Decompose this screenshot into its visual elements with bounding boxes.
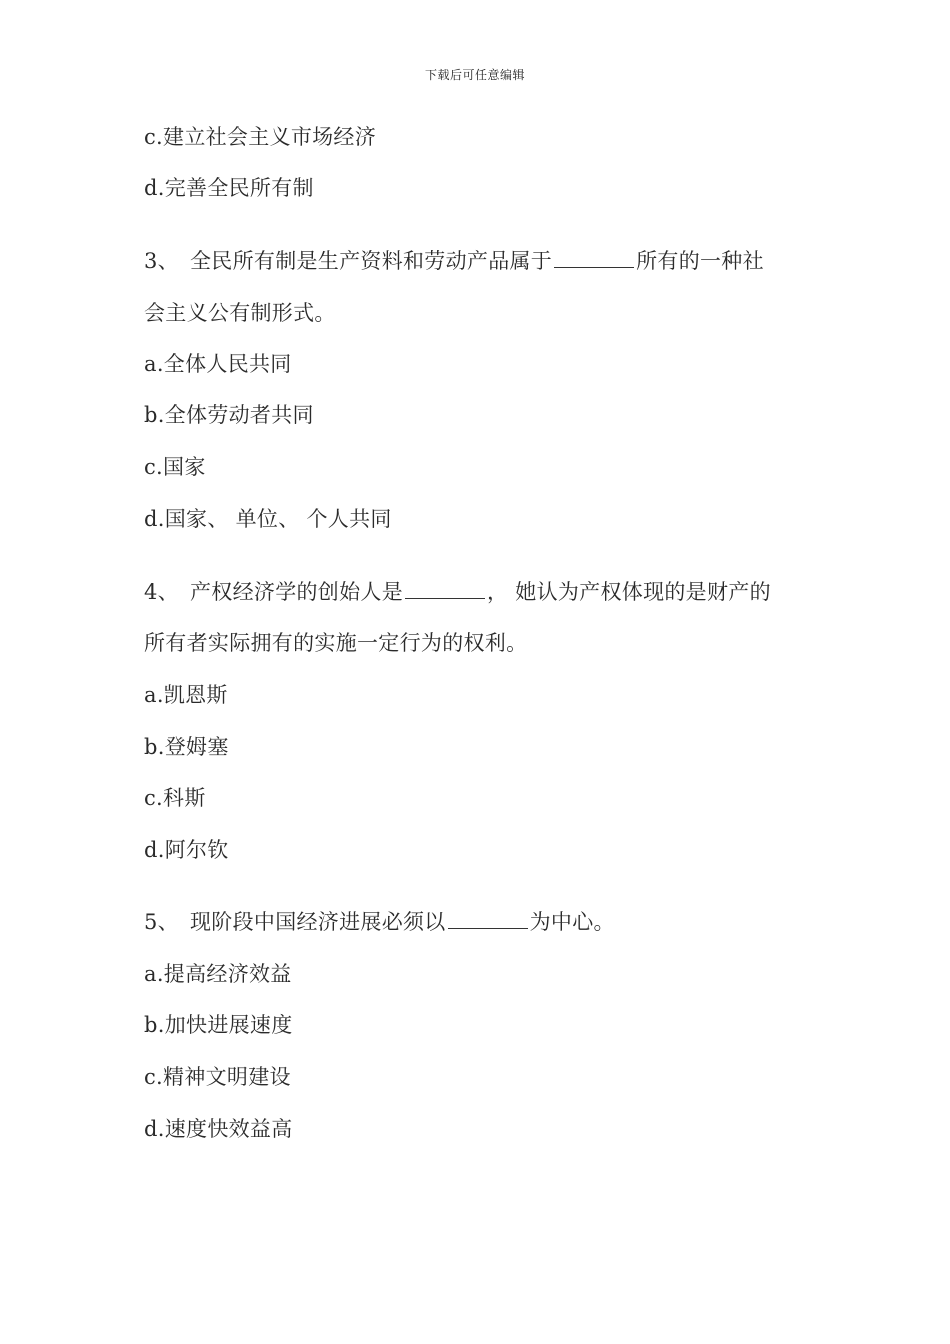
q3-stem-after: 所有的一种社 [636,249,764,273]
q3-stem-line1 [144,247,764,275]
q2-option-d: d.完善全民所有制 [144,176,314,200]
q4-option-c: c.科斯 [144,786,206,810]
q4-answer-blank [405,578,485,599]
q5-option-c: c.精神文明建设 [144,1065,291,1089]
page-header: 下载后可任意编辑 [424,68,525,82]
q4-stem-before: 产权经济学的创始人是 [190,580,403,604]
q4-stem-line2: 所有者实际拥有的实施一定行为的权利。 [144,631,528,655]
q5-stem-before: 现阶段中国经济进展必须以 [190,910,446,934]
q5-option-a: a.提高经济效益 [144,962,292,986]
q3-option-a: a.全体人民共同 [144,352,292,376]
q3-number: 3、 [144,249,179,273]
q4-stem-after: ， 她认为产权体现的是财产的 [487,580,771,604]
q3-stem-line2: 会主义公有制形式。 [144,301,336,325]
q4-stem-line1 [144,578,771,606]
q4-option-b: b.登姆塞 [144,735,229,759]
q4-number: 4、 [144,580,179,604]
q3-answer-blank [554,247,634,268]
q2-option-c: c.建立社会主义市场经济 [144,125,377,149]
q4-option-a: a.凯恩斯 [144,683,228,707]
q5-option-b: b.加快进展速度 [144,1013,293,1037]
q5-stem-after: 为中心。 [529,910,615,934]
q5-number: 5、 [144,910,179,934]
q5-answer-blank [448,908,528,929]
q3-option-c: c.国家 [144,455,206,479]
q5-option-d: d.速度快效益高 [144,1117,293,1141]
q3-option-d: d.国家、 单位、 个人共同 [144,507,392,531]
q4-option-d: d.阿尔钦 [144,838,229,862]
q3-option-b: b.全体劳动者共同 [144,403,314,427]
q3-stem-before: 全民所有制是生产资料和劳动产品属于 [190,249,553,273]
q5-stem-line1 [144,908,615,936]
